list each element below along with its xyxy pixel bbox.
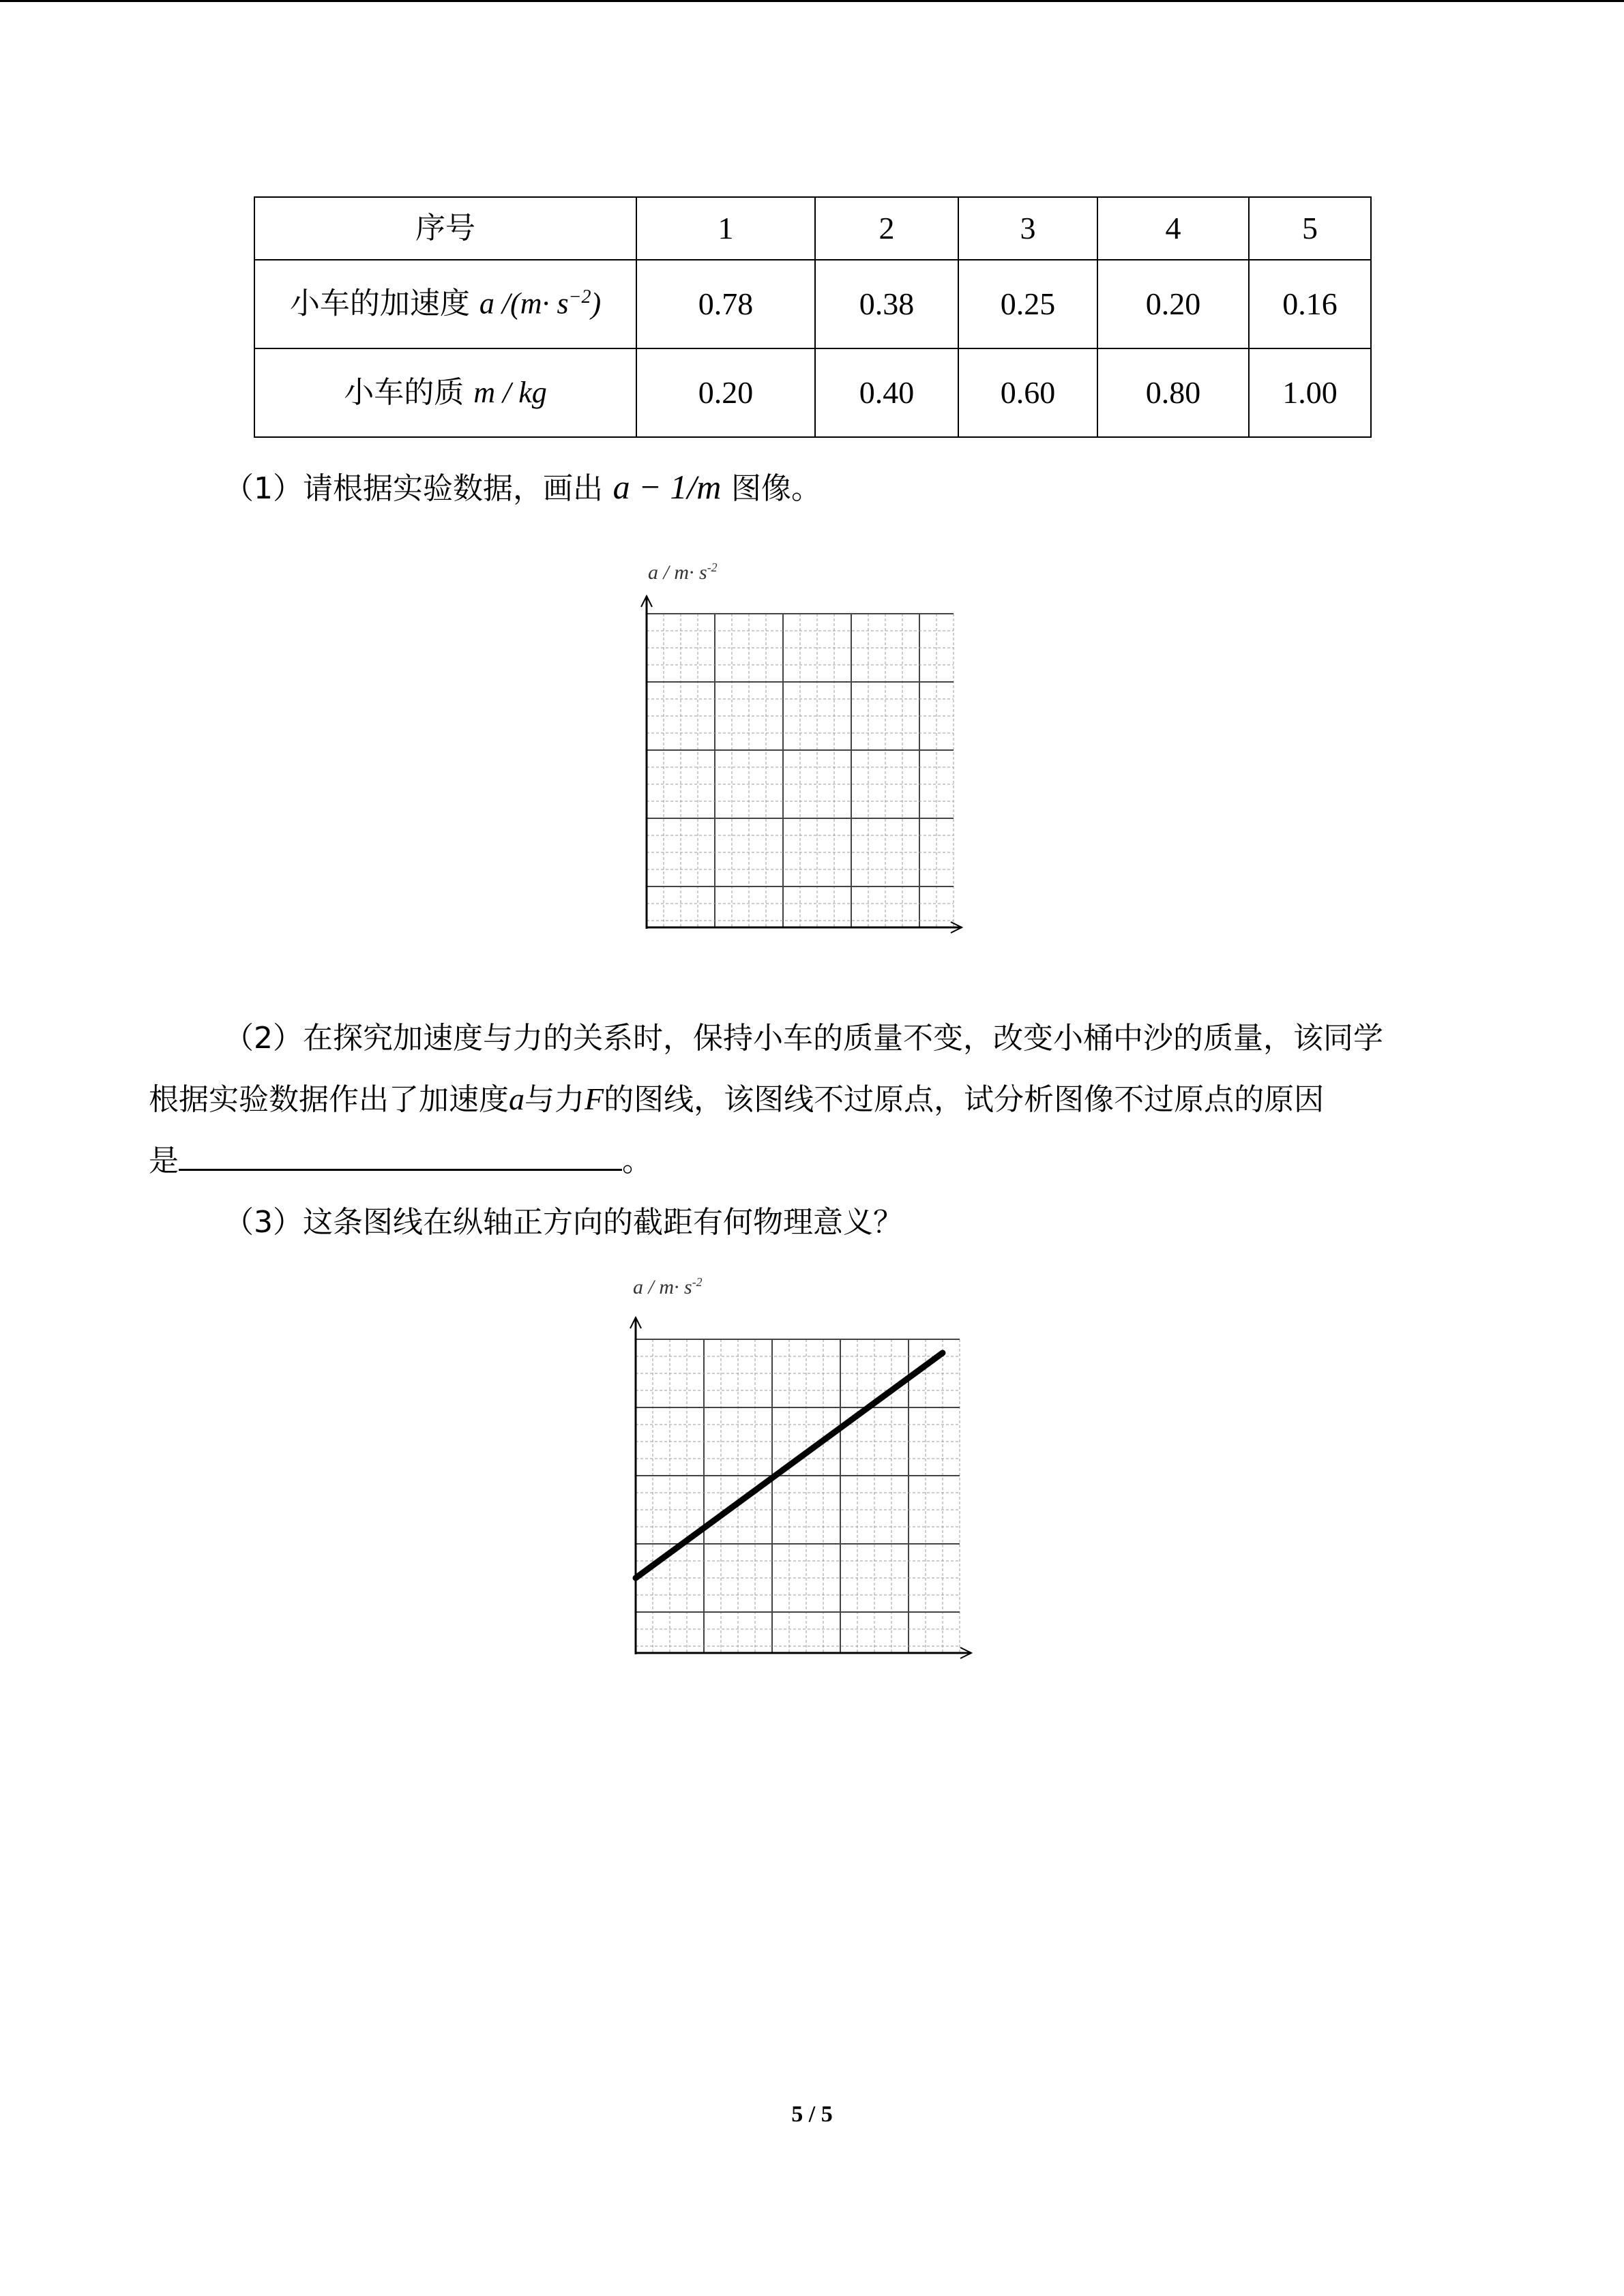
graph-2 bbox=[585, 1275, 1049, 1667]
accel-value: 0.16 bbox=[1249, 260, 1371, 348]
question-2-line1 bbox=[224, 1013, 1383, 1057]
accel-unit-close: ) bbox=[591, 287, 602, 321]
q1-math: a − 1/m bbox=[612, 468, 722, 506]
question-1 bbox=[224, 464, 821, 507]
graph1-ylabel: $a / m\cdot s^{-2}$ bbox=[648, 561, 718, 584]
q2-line1-text: （2）在探究加速度与力的关系时，保持小车的质量不变，改变小桶中沙的质量，该同学 bbox=[224, 1021, 1383, 1056]
graph1-grid bbox=[600, 561, 1037, 942]
q2-line2c: 的图线，该图线不过原点，试分析图像不过原点的原因 bbox=[604, 1082, 1325, 1117]
mass-label-cell bbox=[254, 348, 636, 437]
q2-line3-suffix: 。 bbox=[622, 1144, 652, 1178]
mass-value: 0.20 bbox=[636, 348, 815, 437]
accel-value: 0.25 bbox=[958, 260, 1097, 348]
accel-label: 小车的加速度 bbox=[289, 286, 470, 322]
mass-value: 1.00 bbox=[1249, 348, 1371, 437]
mass-value: 0.40 bbox=[815, 348, 958, 437]
data-table bbox=[254, 196, 1372, 438]
table-row-accel bbox=[254, 260, 1371, 348]
accel-label-cell bbox=[254, 260, 636, 348]
q2-var-a: a bbox=[509, 1082, 525, 1116]
accel-value: 0.38 bbox=[815, 260, 958, 348]
q1-suffix: 图像。 bbox=[731, 471, 821, 506]
mass-unit: m / kg bbox=[473, 375, 547, 409]
answer-blank[interactable] bbox=[179, 1143, 622, 1171]
accel-unit: a /(m· s bbox=[479, 287, 569, 321]
accel-value: 0.20 bbox=[1097, 260, 1249, 348]
graph2-grid bbox=[585, 1275, 1049, 1667]
col-2: 2 bbox=[815, 197, 958, 260]
col-5: 5 bbox=[1249, 197, 1371, 260]
col-3: 3 bbox=[958, 197, 1097, 260]
col-4: 4 bbox=[1097, 197, 1249, 260]
q2-line3-prefix: 是 bbox=[149, 1144, 179, 1178]
table-row-mass bbox=[254, 348, 1371, 437]
q2-line2a: 根据实验数据作出了加速度 bbox=[149, 1082, 509, 1117]
question-2-line2 bbox=[149, 1075, 1324, 1118]
mass-value: 0.60 bbox=[958, 348, 1097, 437]
q2-var-f: F bbox=[585, 1082, 604, 1116]
header-label: 序号 bbox=[254, 197, 636, 260]
question-3 bbox=[224, 1197, 903, 1241]
graph2-ylabel: $a / m\cdot s^{-2}$ bbox=[633, 1275, 703, 1298]
page-number: 5 / 5 bbox=[791, 2102, 833, 2127]
col-1: 1 bbox=[636, 197, 815, 260]
accel-unit-exp: −2 bbox=[568, 286, 591, 308]
mass-label: 小车的质 bbox=[344, 374, 464, 410]
question-2-line3 bbox=[149, 1136, 652, 1180]
table-header-row bbox=[254, 197, 1371, 260]
graph-1 bbox=[600, 561, 1037, 942]
q2-line2b: 与力 bbox=[525, 1082, 585, 1117]
top-border bbox=[0, 0, 1624, 2]
q3-text: （3）这条图线在纵轴正方向的截距有何物理意义？ bbox=[224, 1205, 903, 1240]
q1-prefix: （1）请根据实验数据，画出 bbox=[224, 471, 603, 506]
accel-value: 0.78 bbox=[636, 260, 815, 348]
mass-value: 0.80 bbox=[1097, 348, 1249, 437]
